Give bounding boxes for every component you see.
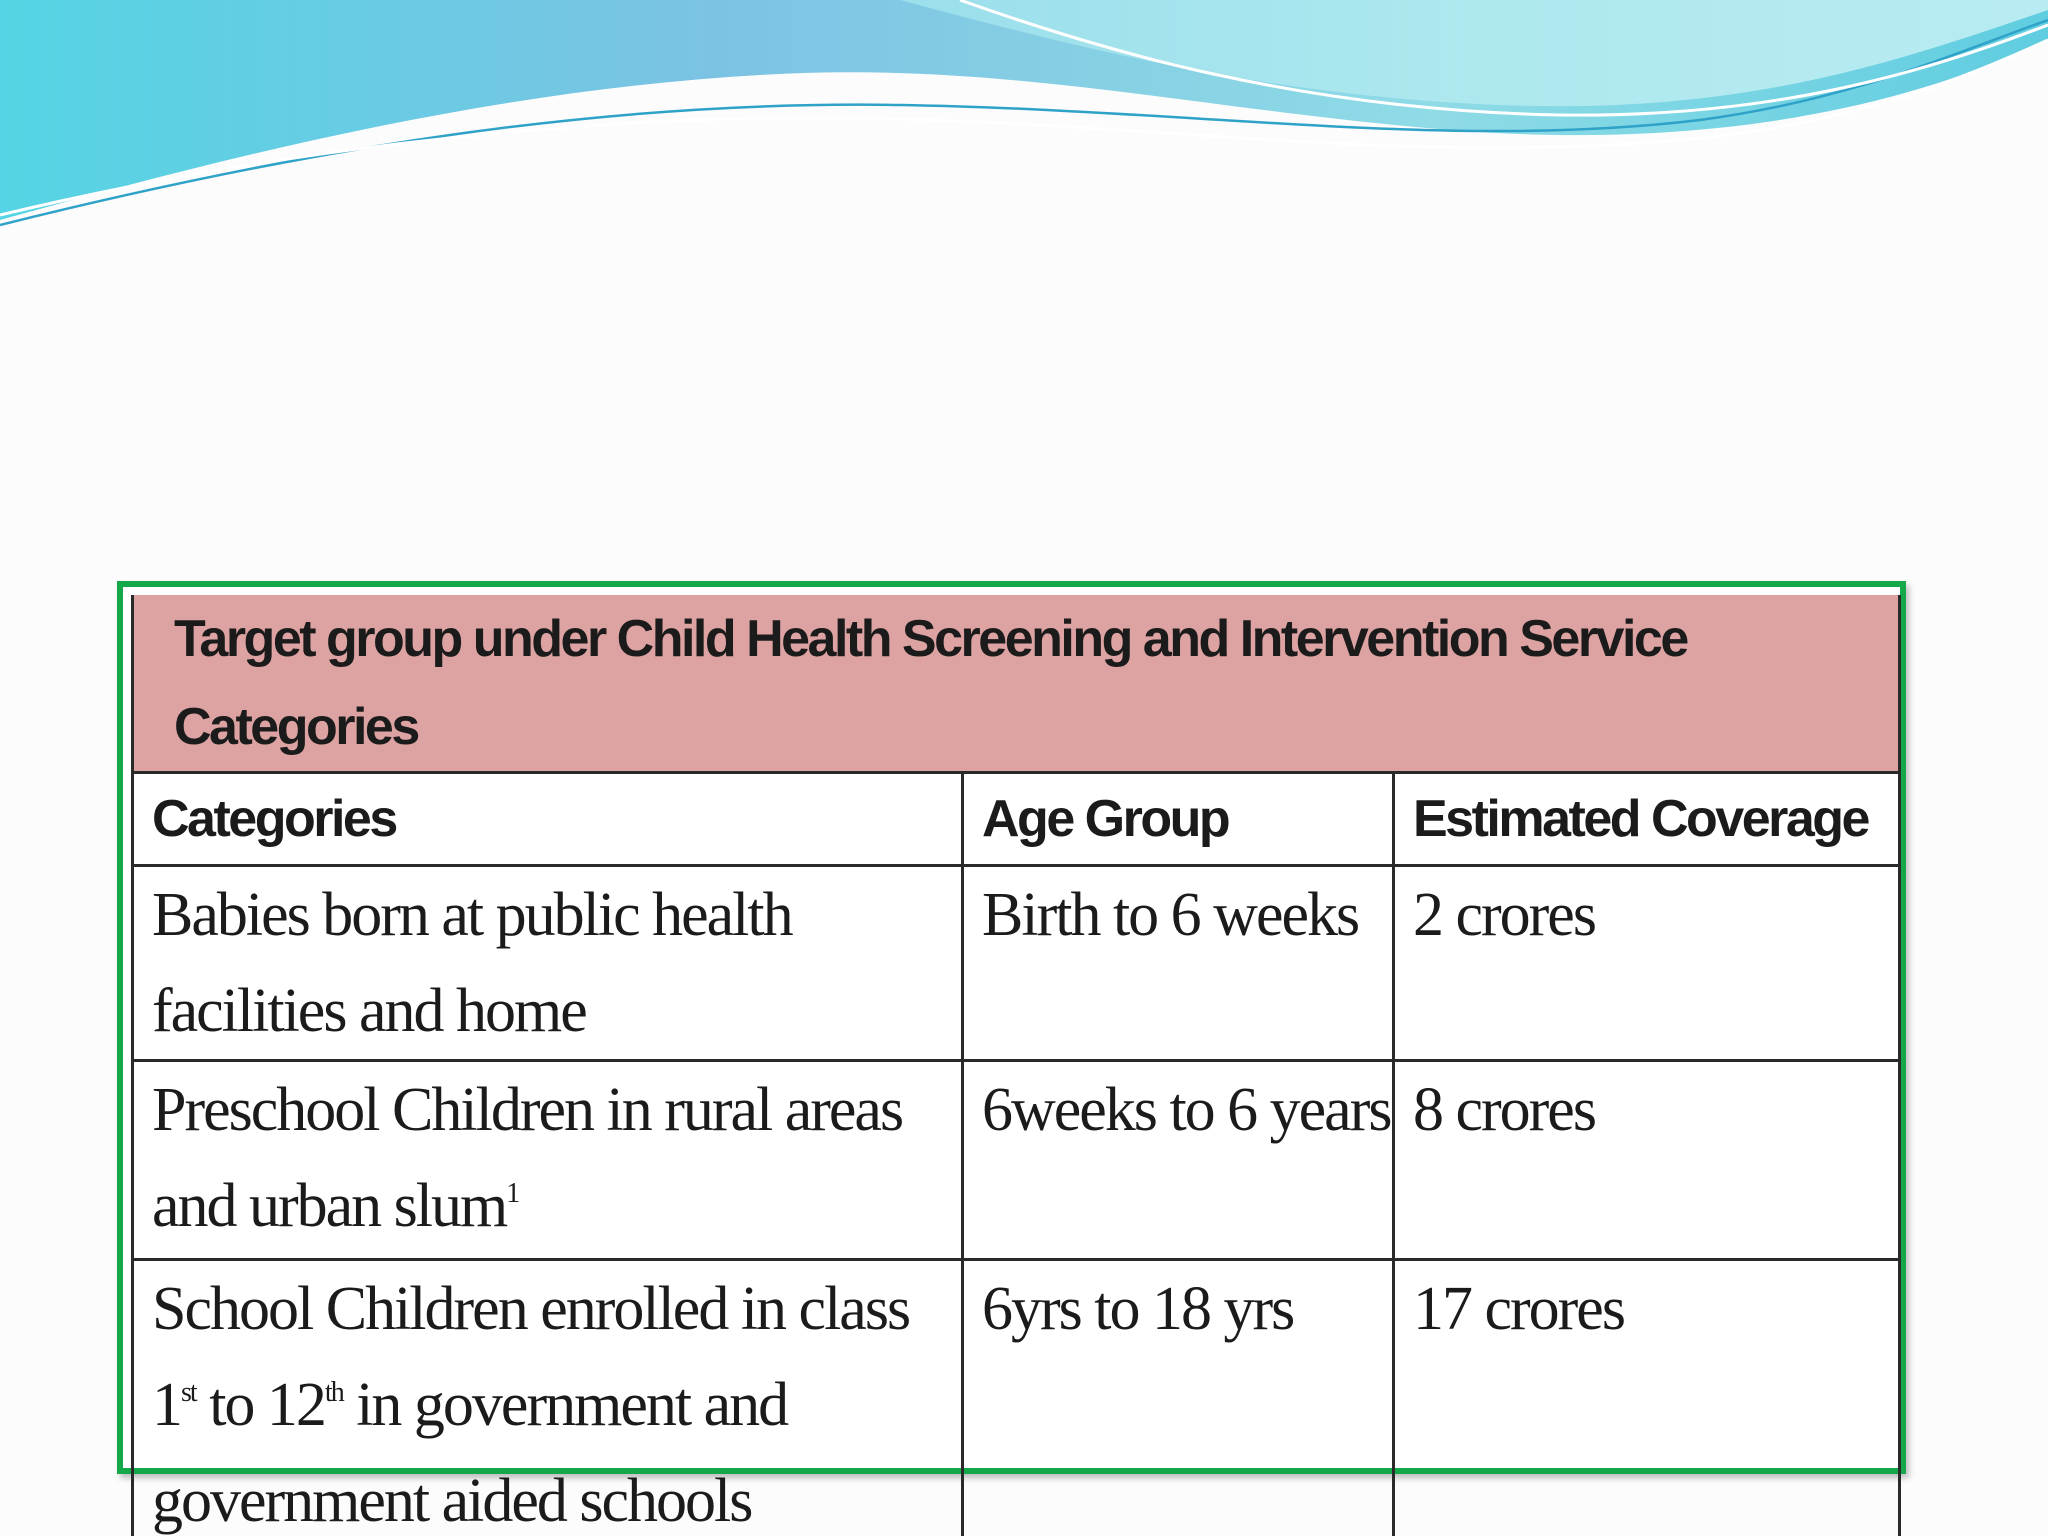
ordinal-suffix-th: th — [324, 1377, 343, 1408]
table-row — [133, 1260, 1900, 1536]
table-row — [133, 866, 1900, 1061]
coverage-cell: 17 crores — [1394, 1260, 1900, 1536]
target-group-table — [131, 595, 1901, 1536]
category-text: Preschool Children in rural areas and urban slum — [152, 1076, 903, 1240]
category-text-part-c: in government and government aided schools — [152, 1371, 788, 1535]
category-text-part-a: School Children enrolled in class 1 — [152, 1275, 910, 1439]
table-row — [133, 1061, 1900, 1260]
coverage-cell: 2 crores — [1394, 866, 1900, 1061]
category-text-part-b: to 12 — [195, 1371, 325, 1439]
column-header-age-group: Age Group — [963, 773, 1394, 866]
table-caption: Target group under Child Health Screening and Intervention Service Categories — [133, 595, 1900, 773]
category-cell: Babies born at public health facilities and home — [133, 866, 963, 1061]
column-header-categories: Categories — [133, 773, 963, 866]
category-cell — [133, 1061, 963, 1260]
category-cell — [133, 1260, 963, 1536]
column-header-estimated-coverage: Estimated Coverage — [1394, 773, 1900, 866]
footnote-marker: 1 — [506, 1178, 519, 1209]
age-group-cell: Birth to 6 weeks — [963, 866, 1394, 1061]
coverage-cell: 8 crores — [1394, 1061, 1900, 1260]
ordinal-suffix-st: st — [181, 1377, 196, 1408]
age-group-cell: 6weeks to 6 years — [963, 1061, 1394, 1260]
table-frame — [117, 581, 1906, 1535]
table-caption-row — [133, 595, 1900, 773]
age-group-cell: 6yrs to 18 yrs — [963, 1260, 1394, 1536]
table-header-row — [133, 773, 1900, 866]
header-wave-decoration — [0, 0, 2048, 240]
